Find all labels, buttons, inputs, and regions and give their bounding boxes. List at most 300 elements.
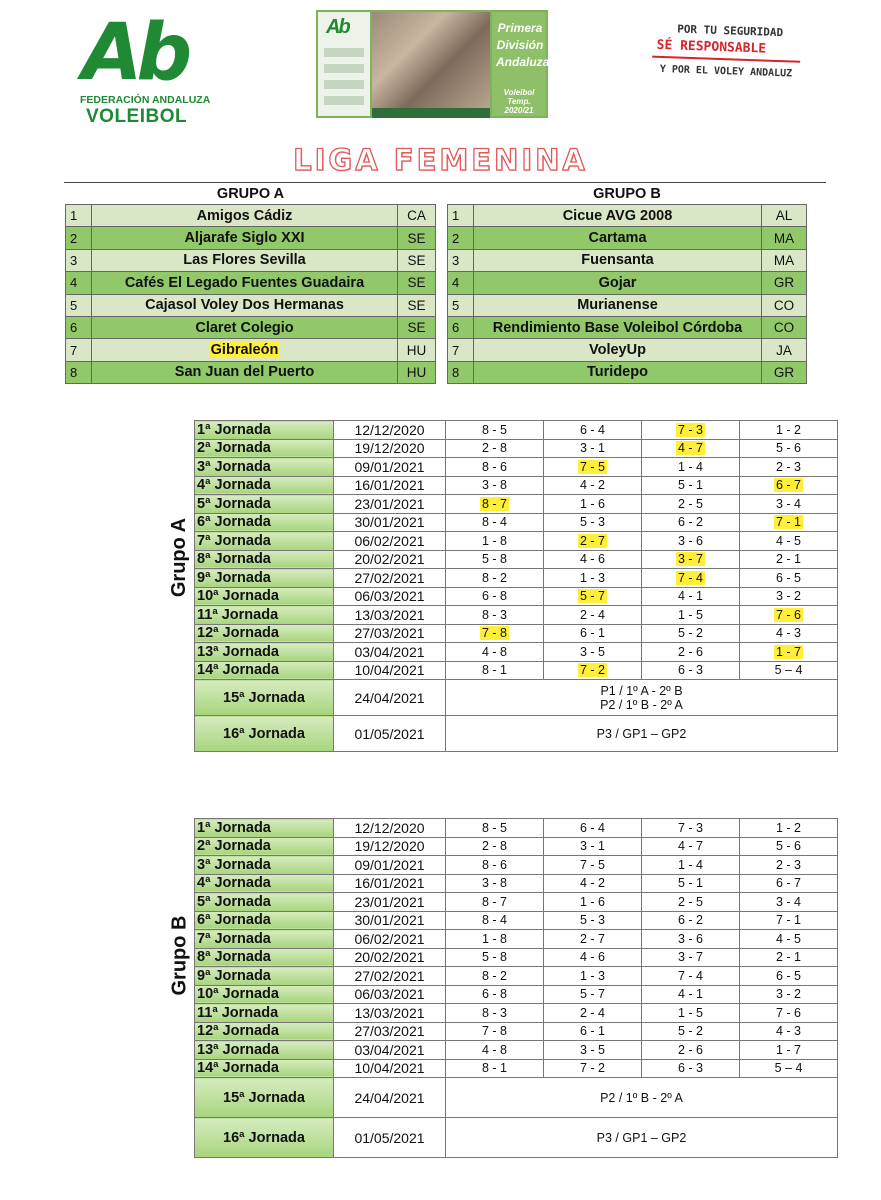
match-pair-highlight: 7 - 8 — [481, 626, 507, 641]
match-cell: 4 - 7 — [642, 837, 740, 856]
team-name: Gojar — [474, 272, 762, 294]
schedule-b-label: Grupo B — [168, 915, 191, 996]
match-cell: 4 - 1 — [642, 985, 740, 1004]
round-label: 8ª Jornada — [195, 948, 334, 967]
team-name: Cicue AVG 2008 — [474, 205, 762, 227]
team-row — [448, 294, 807, 316]
match-cell — [544, 587, 642, 606]
round-date: 27/03/2021 — [334, 1022, 446, 1041]
match-cell: 5 - 2 — [642, 1022, 740, 1041]
round-row — [156, 948, 838, 967]
banner-mini-logo: Ab — [326, 16, 349, 38]
match-cell — [642, 550, 740, 569]
match-pair-highlight: 1 - 7 — [775, 644, 801, 659]
match-cell: 8 - 6 — [446, 856, 544, 875]
match-cell: 1 - 2 — [740, 819, 838, 838]
row-spacer — [156, 874, 195, 893]
match-cell: 1 - 7 — [740, 1041, 838, 1060]
team-province: SE — [398, 294, 436, 316]
match-pair-highlight: 8 - 7 — [481, 496, 507, 511]
match-cell — [544, 532, 642, 551]
final-round-row — [156, 1118, 838, 1158]
match-cell: 4 - 3 — [740, 1022, 838, 1041]
team-number: 1 — [448, 205, 474, 227]
match-cell: 3 - 2 — [740, 985, 838, 1004]
team-number: 4 — [448, 272, 474, 294]
round-row — [156, 837, 838, 856]
banner-footer-strip — [372, 108, 490, 118]
match-cell: 4 - 8 — [446, 643, 544, 662]
team-province: SE — [398, 249, 436, 271]
round-label: 3ª Jornada — [195, 458, 334, 477]
match-cell: 3 - 2 — [740, 587, 838, 606]
team-number: 2 — [448, 227, 474, 249]
match-cell: 4 - 8 — [446, 1041, 544, 1060]
round-label: 4ª Jornada — [195, 874, 334, 893]
match-cell: 3 - 8 — [446, 874, 544, 893]
match-cell: 8 - 3 — [446, 606, 544, 625]
banner-title-line: División — [496, 38, 544, 52]
banner-sponsor-column — [318, 12, 370, 116]
match-cell: 1 - 3 — [544, 569, 642, 588]
final-round-row — [156, 680, 838, 716]
row-spacer — [156, 1078, 195, 1118]
schedule-a-label: Grupo A — [168, 517, 191, 598]
round-date: 23/01/2021 — [334, 495, 446, 514]
round-label: 9ª Jornada — [195, 967, 334, 986]
round-label: 5ª Jornada — [195, 893, 334, 912]
match-cell: 6 - 1 — [544, 624, 642, 643]
match-cell: 6 - 4 — [544, 421, 642, 440]
round-row — [156, 856, 838, 875]
match-cell: 2 - 8 — [446, 837, 544, 856]
match-pair-highlight: 7 - 5 — [579, 459, 605, 474]
match-cell: 1 - 8 — [446, 930, 544, 949]
round-row — [156, 569, 838, 588]
round-row — [156, 661, 838, 680]
final-matchup-line: P3 / GP1 – GP2 — [596, 1130, 687, 1145]
round-date: 16/01/2021 — [334, 476, 446, 495]
match-cell: 1 - 6 — [544, 495, 642, 514]
match-cell: 1 - 5 — [642, 606, 740, 625]
match-cell: 7 - 6 — [740, 1004, 838, 1023]
match-cell: 2 - 3 — [740, 856, 838, 875]
match-cell: 5 - 6 — [740, 837, 838, 856]
row-spacer — [156, 856, 195, 875]
final-matchup — [446, 1118, 838, 1158]
match-cell: 6 - 5 — [740, 967, 838, 986]
round-row — [156, 893, 838, 912]
row-spacer — [156, 680, 195, 716]
league-banner — [316, 10, 548, 118]
team-province: SE — [398, 227, 436, 249]
match-cell: 4 - 5 — [740, 532, 838, 551]
team-name: Las Flores Sevilla — [92, 249, 398, 271]
round-date: 10/04/2021 — [334, 661, 446, 680]
match-cell: 5 - 8 — [446, 948, 544, 967]
round-row — [156, 476, 838, 495]
match-cell: 7 - 2 — [544, 1059, 642, 1078]
match-cell: 7 - 8 — [446, 1022, 544, 1041]
match-cell: 7 - 1 — [740, 911, 838, 930]
team-row — [66, 227, 436, 249]
row-spacer — [156, 421, 195, 440]
match-cell: 8 - 4 — [446, 911, 544, 930]
team-number: 3 — [448, 249, 474, 271]
round-label: 4ª Jornada — [195, 476, 334, 495]
team-row — [66, 205, 436, 227]
team-number: 7 — [66, 339, 92, 361]
match-cell: 4 - 5 — [740, 930, 838, 949]
match-cell — [740, 513, 838, 532]
slogan-underline — [652, 56, 800, 63]
row-spacer — [156, 1118, 195, 1158]
round-date: 12/12/2020 — [334, 421, 446, 440]
match-cell: 8 - 5 — [446, 819, 544, 838]
round-row — [156, 967, 838, 986]
match-cell: 4 - 2 — [544, 476, 642, 495]
match-cell: 1 - 8 — [446, 532, 544, 551]
match-cell: 8 - 2 — [446, 967, 544, 986]
row-spacer — [156, 837, 195, 856]
round-date: 13/03/2021 — [334, 606, 446, 625]
row-spacer — [156, 1022, 195, 1041]
row-spacer — [156, 661, 195, 680]
banner-photo — [372, 12, 490, 108]
round-date: 30/01/2021 — [334, 513, 446, 532]
banner-title-line: Primera — [497, 21, 543, 35]
team-row — [448, 316, 807, 338]
match-cell — [740, 606, 838, 625]
match-cell: 2 - 5 — [642, 893, 740, 912]
round-date: 24/04/2021 — [334, 1078, 446, 1118]
round-row — [156, 495, 838, 514]
row-spacer — [156, 606, 195, 625]
page-title: LIGA FEMENINA — [293, 143, 588, 177]
match-cell: 5 - 6 — [740, 439, 838, 458]
team-row — [448, 339, 807, 361]
team-row — [66, 272, 436, 294]
final-matchup — [446, 716, 838, 752]
row-spacer — [156, 819, 195, 838]
match-cell: 3 - 4 — [740, 495, 838, 514]
round-date: 27/02/2021 — [334, 967, 446, 986]
row-spacer — [156, 458, 195, 477]
round-label: 16ª Jornada — [195, 716, 334, 752]
team-row — [448, 249, 807, 271]
round-date: 09/01/2021 — [334, 458, 446, 477]
team-row — [66, 316, 436, 338]
final-matchup — [446, 680, 838, 716]
match-cell: 3 - 1 — [544, 837, 642, 856]
round-label: 3ª Jornada — [195, 856, 334, 875]
slogan — [649, 22, 792, 107]
round-date: 03/04/2021 — [334, 643, 446, 662]
match-cell: 3 - 7 — [642, 948, 740, 967]
fab-logo — [62, 8, 222, 127]
round-label: 1ª Jornada — [195, 421, 334, 440]
round-row — [156, 587, 838, 606]
round-label: 15ª Jornada — [195, 1078, 334, 1118]
round-date: 06/03/2021 — [334, 587, 446, 606]
match-cell: 8 - 1 — [446, 1059, 544, 1078]
team-number: 6 — [66, 316, 92, 338]
row-spacer — [156, 643, 195, 662]
row-spacer — [156, 476, 195, 495]
round-row — [156, 643, 838, 662]
match-pair-highlight: 3 - 7 — [677, 552, 703, 567]
match-cell: 8 - 1 — [446, 661, 544, 680]
group-b-header: GRUPO B — [593, 186, 661, 202]
team-province: SE — [398, 316, 436, 338]
slogan-line3: Y POR EL VOLEY ANDALUZ — [659, 63, 793, 80]
round-label: 5ª Jornada — [195, 495, 334, 514]
round-date: 20/02/2021 — [334, 948, 446, 967]
match-cell: 6 - 3 — [642, 1059, 740, 1078]
match-cell: 6 - 2 — [642, 911, 740, 930]
match-cell: 3 - 5 — [544, 1041, 642, 1060]
team-number: 3 — [66, 249, 92, 271]
match-cell: 6 - 7 — [740, 874, 838, 893]
team-province: SE — [398, 272, 436, 294]
match-cell: 2 - 1 — [740, 948, 838, 967]
banner-title-panel — [492, 12, 550, 116]
team-name: Claret Colegio — [92, 316, 398, 338]
round-label: 12ª Jornada — [195, 624, 334, 643]
round-label: 6ª Jornada — [195, 513, 334, 532]
round-row — [156, 458, 838, 477]
team-name-text: Gibraleón — [210, 342, 279, 359]
round-row — [156, 624, 838, 643]
match-cell: 8 - 6 — [446, 458, 544, 477]
round-date: 24/04/2021 — [334, 680, 446, 716]
team-row — [448, 205, 807, 227]
team-name: Aljarafe Siglo XXI — [92, 227, 398, 249]
match-pair-highlight: 7 - 1 — [775, 515, 801, 530]
match-cell — [740, 643, 838, 662]
match-cell: 2 - 5 — [642, 495, 740, 514]
match-cell: 8 - 2 — [446, 569, 544, 588]
round-label: 11ª Jornada — [195, 1004, 334, 1023]
match-cell: 7 - 3 — [642, 819, 740, 838]
final-round-row — [156, 1078, 838, 1118]
round-label: 12ª Jornada — [195, 1022, 334, 1041]
round-label: 7ª Jornada — [195, 532, 334, 551]
team-number: 7 — [448, 339, 474, 361]
team-row — [448, 227, 807, 249]
match-cell: 2 - 6 — [642, 1041, 740, 1060]
group-b-table — [447, 184, 807, 384]
round-date: 12/12/2020 — [334, 819, 446, 838]
sponsor-logo — [324, 96, 364, 105]
match-cell: 6 - 1 — [544, 1022, 642, 1041]
match-pair-highlight: 7 - 3 — [677, 422, 703, 437]
team-province: HU — [398, 361, 436, 383]
round-label: 2ª Jornada — [195, 439, 334, 458]
round-label: 9ª Jornada — [195, 569, 334, 588]
team-name: Amigos Cádiz — [92, 205, 398, 227]
team-name: VoleyUp — [474, 339, 762, 361]
final-matchup-line: P2 / 1º B - 2º A — [600, 697, 683, 712]
match-cell: 3 - 1 — [544, 439, 642, 458]
team-province: CO — [762, 316, 807, 338]
round-label: 13ª Jornada — [195, 1041, 334, 1060]
row-spacer — [156, 439, 195, 458]
team-number: 1 — [66, 205, 92, 227]
team-name: Rendimiento Base Voleibol Córdoba — [474, 316, 762, 338]
match-cell: 6 - 8 — [446, 985, 544, 1004]
round-date: 06/02/2021 — [334, 930, 446, 949]
team-province: MA — [762, 249, 807, 271]
team-province: GR — [762, 361, 807, 383]
groups-divider — [64, 182, 826, 183]
match-cell: 6 - 2 — [642, 513, 740, 532]
match-cell — [740, 476, 838, 495]
row-spacer — [156, 1059, 195, 1078]
match-cell: 2 - 4 — [544, 606, 642, 625]
sponsor-logo — [324, 48, 364, 57]
round-date: 01/05/2021 — [334, 716, 446, 752]
team-row — [66, 294, 436, 316]
team-number: 5 — [448, 294, 474, 316]
team-name: Cartama — [474, 227, 762, 249]
match-pair-highlight: 4 - 7 — [677, 441, 703, 456]
round-row — [156, 911, 838, 930]
team-name: Murianense — [474, 294, 762, 316]
match-cell: 5 - 2 — [642, 624, 740, 643]
round-label: 8ª Jornada — [195, 550, 334, 569]
match-cell: 2 - 3 — [740, 458, 838, 477]
team-name: Cafés El Legado Fuentes Guadaira — [92, 272, 398, 294]
match-cell: 8 - 4 — [446, 513, 544, 532]
row-spacer — [156, 716, 195, 752]
match-pair-highlight: 5 - 7 — [579, 589, 605, 604]
match-cell: 1 - 3 — [544, 967, 642, 986]
round-row — [156, 930, 838, 949]
round-row — [156, 1059, 838, 1078]
round-row — [156, 439, 838, 458]
match-cell: 5 - 3 — [544, 911, 642, 930]
round-date: 06/02/2021 — [334, 532, 446, 551]
banner-sub-line: Temp. 2020/21 — [504, 97, 534, 115]
match-pair-highlight: 2 - 7 — [579, 533, 605, 548]
round-label: 10ª Jornada — [195, 587, 334, 606]
sponsor-logo — [324, 64, 364, 73]
sponsor-logo — [324, 80, 364, 89]
match-cell: 3 - 8 — [446, 476, 544, 495]
round-label: 1ª Jornada — [195, 819, 334, 838]
round-label: 2ª Jornada — [195, 837, 334, 856]
round-date: 27/02/2021 — [334, 569, 446, 588]
banner-title — [496, 20, 550, 71]
match-cell — [446, 624, 544, 643]
match-pair-highlight: 7 - 4 — [677, 570, 703, 585]
team-number: 5 — [66, 294, 92, 316]
round-row — [156, 606, 838, 625]
match-cell: 5 – 4 — [740, 1059, 838, 1078]
round-date: 19/12/2020 — [334, 439, 446, 458]
round-date: 20/02/2021 — [334, 550, 446, 569]
final-matchup-line: P2 / 1º B - 2º A — [600, 1090, 683, 1105]
match-cell — [642, 421, 740, 440]
team-number: 2 — [66, 227, 92, 249]
round-date: 30/01/2021 — [334, 911, 446, 930]
team-name: Fuensanta — [474, 249, 762, 271]
team-row — [66, 361, 436, 383]
round-row — [156, 421, 838, 440]
fab-logo-line1: FEDERACIÓN ANDALUZA — [80, 94, 211, 106]
banner-sub-line: Voleibol — [503, 88, 535, 97]
match-cell: 4 - 6 — [544, 948, 642, 967]
round-date: 13/03/2021 — [334, 1004, 446, 1023]
round-date: 27/03/2021 — [334, 624, 446, 643]
round-date: 10/04/2021 — [334, 1059, 446, 1078]
round-row — [156, 985, 838, 1004]
team-name: Cajasol Voley Dos Hermanas — [92, 294, 398, 316]
banner-subtitle — [494, 88, 544, 115]
team-row — [448, 272, 807, 294]
round-label: 13ª Jornada — [195, 643, 334, 662]
round-label: 10ª Jornada — [195, 985, 334, 1004]
match-cell: 1 - 2 — [740, 421, 838, 440]
schedule-group-a — [156, 420, 838, 752]
row-spacer — [156, 1041, 195, 1060]
team-province: CA — [398, 205, 436, 227]
round-label: 14ª Jornada — [195, 1059, 334, 1078]
round-row — [156, 513, 838, 532]
round-row — [156, 1022, 838, 1041]
round-row — [156, 874, 838, 893]
slogan-line2: SÉ RESPONSABLE — [656, 37, 767, 57]
round-date: 01/05/2021 — [334, 1118, 446, 1158]
round-row — [156, 550, 838, 569]
match-cell: 8 - 5 — [446, 421, 544, 440]
fab-logo-mark: Ab — [82, 8, 187, 98]
final-matchup-line: P3 / GP1 – GP2 — [596, 726, 687, 741]
round-date: 23/01/2021 — [334, 893, 446, 912]
slogan-line1: POR TU SEGURIDAD — [676, 22, 784, 40]
round-label: 16ª Jornada — [195, 1118, 334, 1158]
team-row — [448, 361, 807, 383]
round-date: 19/12/2020 — [334, 837, 446, 856]
team-province: JA — [762, 339, 807, 361]
match-cell — [642, 569, 740, 588]
match-cell: 2 - 6 — [642, 643, 740, 662]
team-number: 6 — [448, 316, 474, 338]
match-cell: 3 - 6 — [642, 532, 740, 551]
match-cell: 2 - 8 — [446, 439, 544, 458]
round-label: 7ª Jornada — [195, 930, 334, 949]
match-cell: 5 - 7 — [544, 985, 642, 1004]
match-cell: 8 - 7 — [446, 893, 544, 912]
team-row — [66, 249, 436, 271]
match-pair-highlight: 6 - 7 — [775, 478, 801, 493]
final-matchup-line: P1 / 1º A - 2º B — [600, 683, 683, 698]
schedule-group-b — [156, 818, 838, 1158]
round-row — [156, 1004, 838, 1023]
round-date: 03/04/2021 — [334, 1041, 446, 1060]
row-spacer — [156, 495, 195, 514]
banner-title-line: Andaluza — [496, 55, 550, 69]
team-province: CO — [762, 294, 807, 316]
match-cell: 4 - 2 — [544, 874, 642, 893]
match-cell — [544, 661, 642, 680]
match-cell: 4 - 1 — [642, 587, 740, 606]
team-number: 8 — [448, 361, 474, 383]
group-a-table — [65, 184, 436, 384]
match-cell: 6 - 4 — [544, 819, 642, 838]
team-province: GR — [762, 272, 807, 294]
